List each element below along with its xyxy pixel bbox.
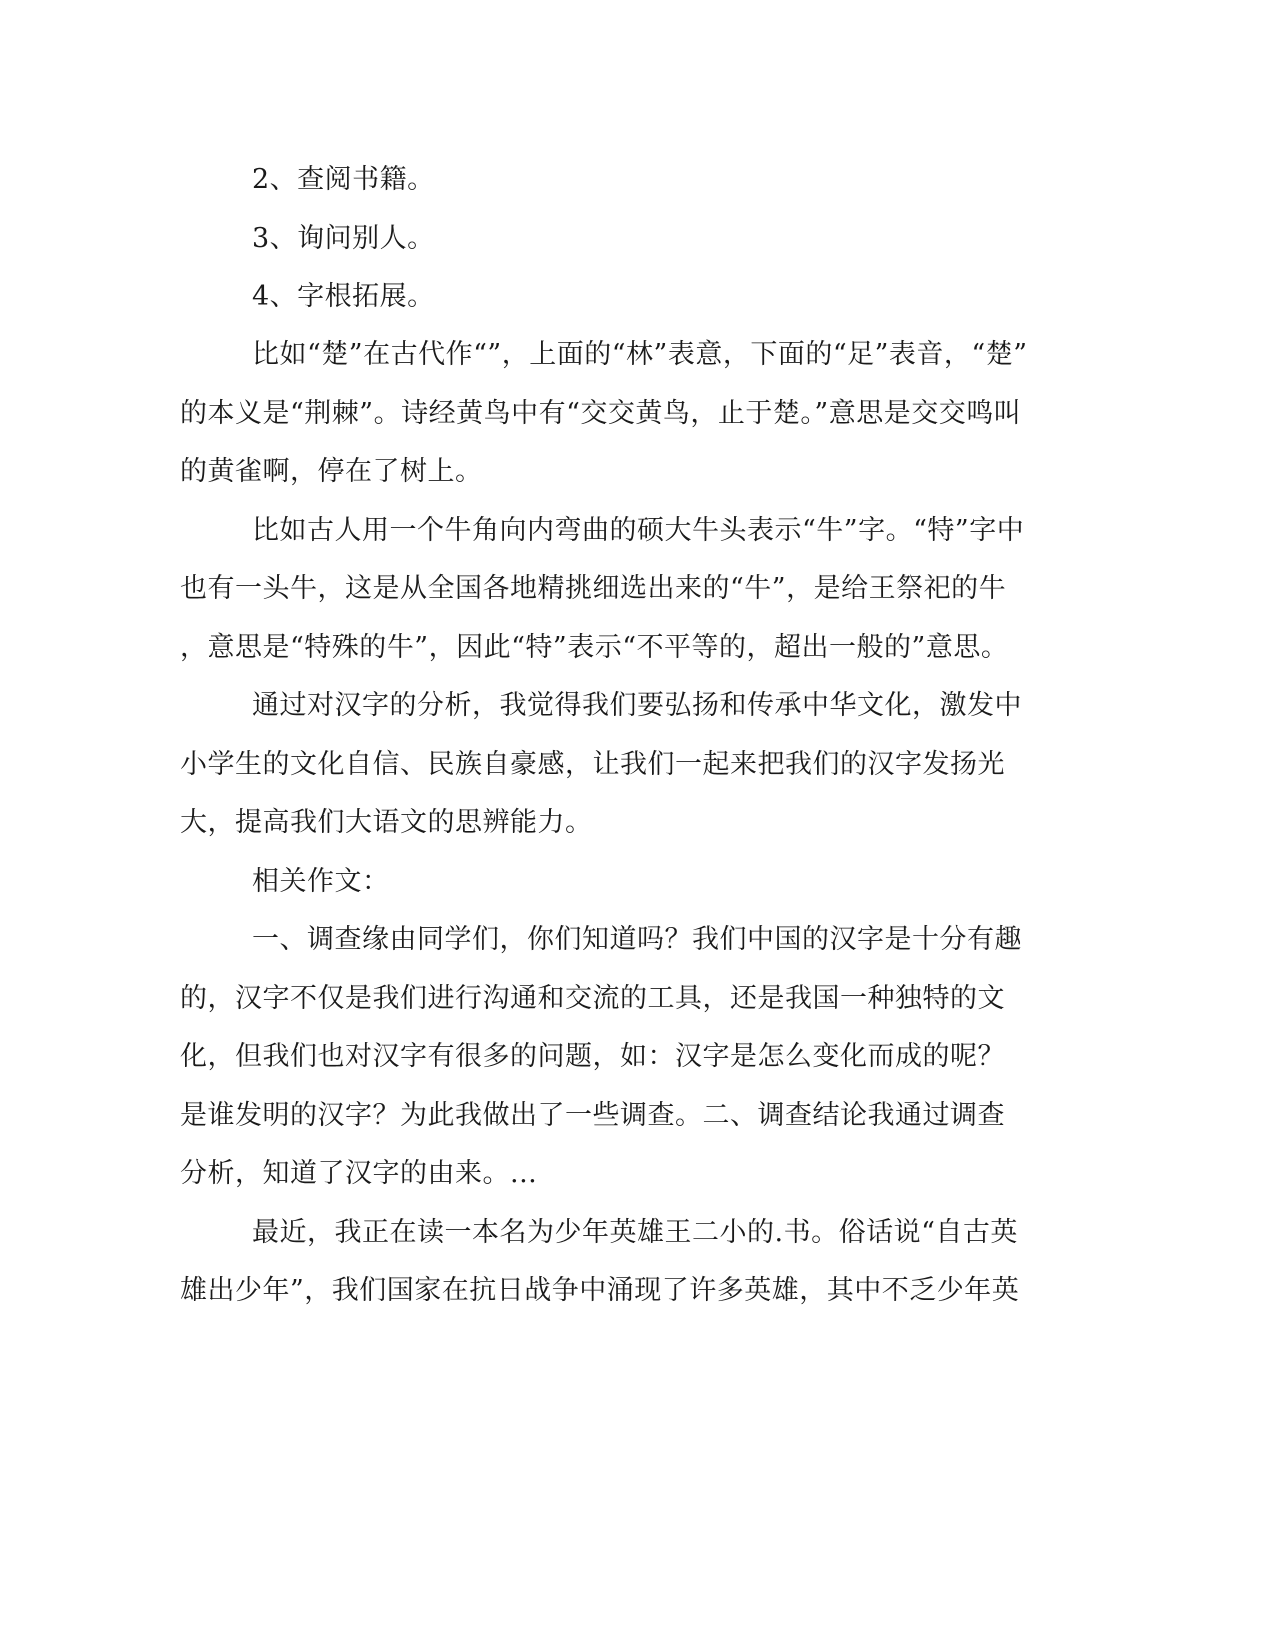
list-item-root-expansion: 4、字根拓展。 xyxy=(252,281,435,312)
paragraph-hero-line-2: 雄出少年”，我们国家在抗日战争中涌现了许多英雄，其中不乏少年英 xyxy=(180,1275,1020,1306)
paragraph-conclusion-line-1: 通过对汉字的分析，我觉得我们要弘扬和传承中华文化，激发中 xyxy=(252,690,1022,721)
list-item-check-books: 2、查阅书籍。 xyxy=(252,164,435,195)
paragraph-niu-line-3: ，意思是“特殊的牛”，因此“特”表示“不平等的，超出一般的”意思。 xyxy=(180,632,1009,663)
paragraph-survey-line-5: 分析，知道了汉字的由来。... xyxy=(180,1158,538,1189)
paragraph-chu-line-3: 的黄雀啊，停在了树上。 xyxy=(180,456,483,487)
related-essays-heading: 相关作文： xyxy=(252,866,390,897)
paragraph-niu-line-1: 比如古人用一个牛角向内弯曲的硕大牛头表示“牛”字。“特”字中 xyxy=(252,515,1025,546)
paragraph-hero-line-1: 最近，我正在读一本名为少年英雄王二小的.书。俗话说“自古英 xyxy=(252,1217,1018,1248)
paragraph-chu-line-1: 比如“楚”在古代作“”，上面的“林”表意，下面的“足”表音，“楚” xyxy=(252,339,1028,370)
paragraph-niu-line-2: 也有一头牛，这是从全国各地精挑细选出来的“牛”，是给王祭祀的牛 xyxy=(180,573,1007,604)
paragraph-conclusion-line-3: 大，提高我们大语文的思辨能力。 xyxy=(180,807,593,838)
paragraph-chu-line-2: 的本义是“荆棘”。诗经黄鸟中有“交交黄鸟，止于楚。”意思是交交鸣叫 xyxy=(180,398,1022,429)
paragraph-survey-line-4: 是谁发明的汉字？为此我做出了一些调查。二、调查结论我通过调查 xyxy=(180,1100,1005,1131)
paragraph-survey-line-1: 一、调查缘由同学们，你们知道吗？我们中国的汉字是十分有趣 xyxy=(252,924,1022,955)
paragraph-survey-line-3: 化，但我们也对汉字有很多的问题，如：汉字是怎么变化而成的呢？ xyxy=(180,1041,1005,1072)
paragraph-survey-line-2: 的，汉字不仅是我们进行沟通和交流的工具，还是我国一种独特的文 xyxy=(180,983,1005,1014)
list-item-ask-others: 3、询问别人。 xyxy=(252,223,435,254)
paragraph-conclusion-line-2: 小学生的文化自信、民族自豪感，让我们一起来把我们的汉字发扬光 xyxy=(180,749,1005,780)
